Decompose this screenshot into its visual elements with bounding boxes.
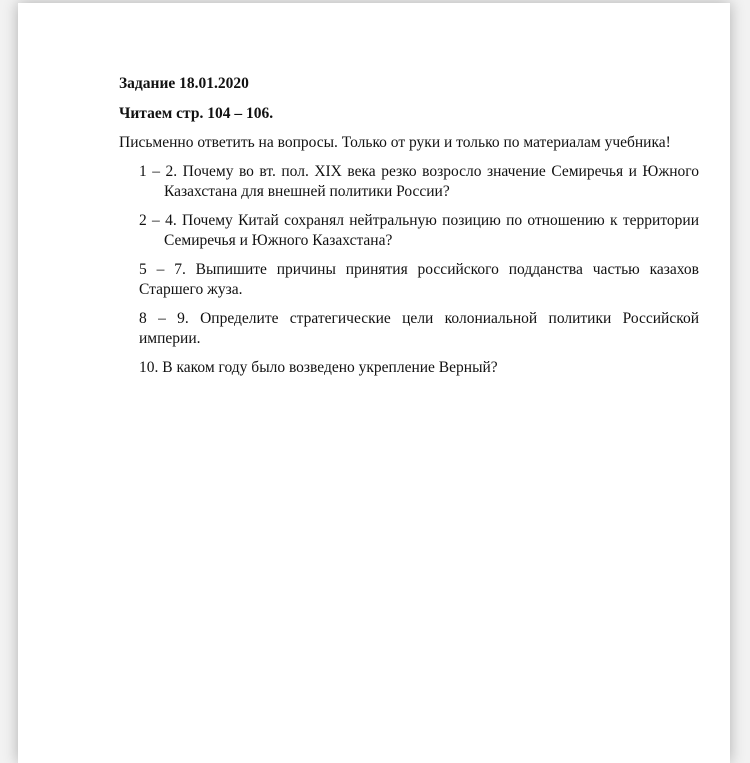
question-10: 10. В каком году было возведено укрепление Верный? (139, 359, 498, 376)
question-8-9: 8 – 9. Определите стратегические цели колониальной политики Российской империи. (139, 310, 699, 347)
question-2-4: 2 – 4. Почему Китай сохранял нейтральную позицию по отношению к территории Семиречья и Южного Казахстана? (139, 212, 699, 249)
assignment-title: Задание 18.01.2020 (119, 75, 249, 92)
question-5-7: 5 – 7. Выпишите причины принятия российского подданства частью казахов Старшего жуза. (139, 261, 699, 298)
instructions-paragraph: Письменно ответить на вопросы. Только от руки и только по материалам учебника! (119, 134, 671, 151)
question-1-2: 1 – 2. Почему во вт. пол. XIX века резко возросло значение Семиречья и Южного Казахстана для внешней политики России? (139, 163, 699, 200)
document-page (18, 3, 730, 763)
reading-pages: Читаем стр. 104 – 106. (119, 105, 274, 122)
document-content (119, 74, 699, 387)
